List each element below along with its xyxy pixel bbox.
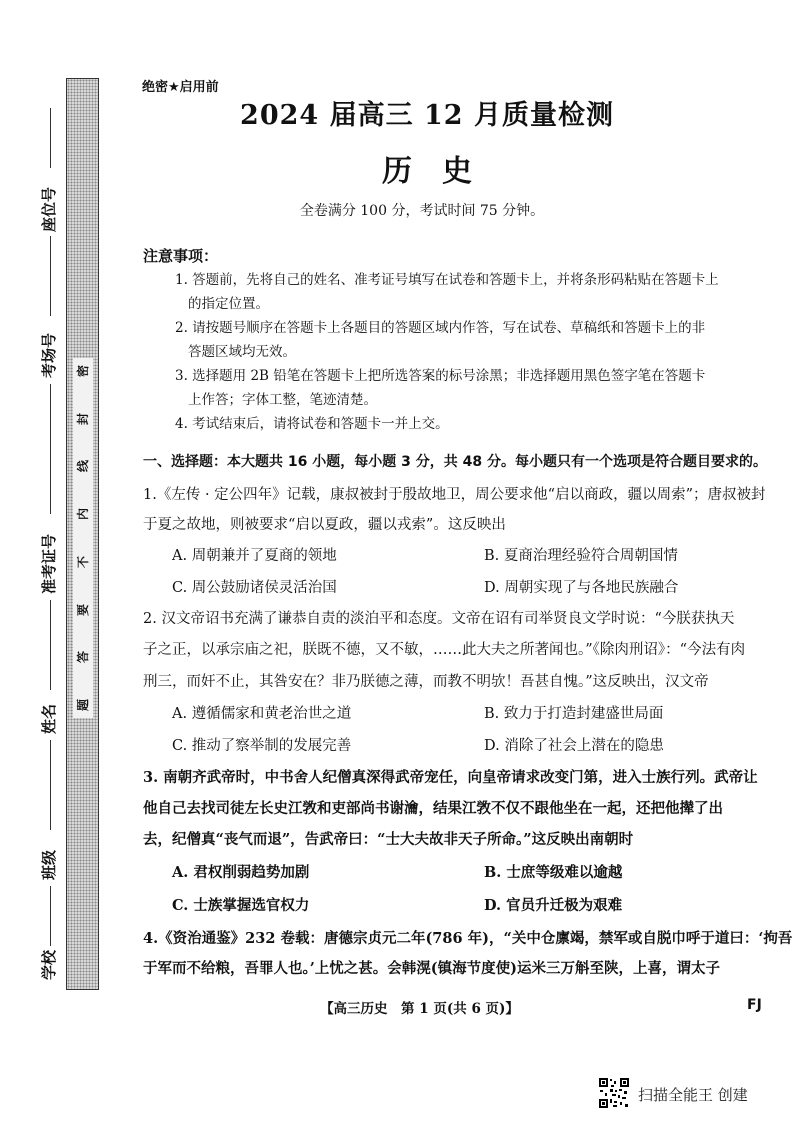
exam-title: 2024 届高三 12 月质量检测 — [240, 100, 614, 131]
question-3-line: 他自己去找司徒左长史江敩和吏部尚书谢瀹，结果江敩不仅不跟他坐在一起，还把他撵了出 — [143, 800, 723, 817]
question-3-option-c: C. 士族掌握选官权力 — [172, 897, 310, 914]
exam-id-line — [50, 384, 51, 514]
seal-char: 密 — [75, 364, 90, 378]
question-2-line: 子之正，以承宗庙之祀，朕既不德，又不敏，……此大夫之所著闻也。”《除肉刑诏》：“今法有肉 — [143, 642, 746, 658]
question-4-line: 于军而不给粮，吾罪人也。’上忧之甚。会韩滉(镇海节度使)运米三万斛至陕，上喜，谓太子 — [143, 960, 721, 977]
question-2-option-b: B. 致力于打造封建盛世局面 — [484, 706, 664, 722]
question-1-line: 于夏之故地，则被要求“启以夏政，疆以戎索”。这反映出 — [143, 517, 506, 533]
question-1-option-d: D. 周朝实现了与各地民族融合 — [484, 580, 679, 596]
question-2-option-c: C. 推动了察举制的发展完善 — [172, 738, 352, 754]
question-3-option-b: B. 士庶等级难以逾越 — [484, 864, 623, 881]
seat-number-label: 座位号 — [40, 186, 58, 232]
question-2-option-d: D. 消除了社会上潜在的隐患 — [484, 738, 664, 754]
question-2-line: 刑三，而奸不止，其咎安在？非乃朕德之薄，而教不明欤！吾甚自愧。”这反映出，汉文帝 — [143, 674, 709, 690]
question-1-option-c: C. 周公鼓励诸侯灵活治国 — [172, 580, 337, 596]
question-4-line: 4.《资治通鉴》232 卷载：唐德宗贞元二年(786 年)，“关中仓廪竭，禁军或自脱巾呼于道曰：‘拘吾 — [143, 930, 793, 947]
seal-char: 不 — [75, 555, 90, 568]
question-1-option-a: A. 周朝兼并了夏商的领地 — [172, 548, 337, 564]
question-2-line: 2. 汉文帝诏书充满了谦恭自责的淡泊平和态度。文帝在诏有司举贤良文学时说：“今朕获执天 — [143, 611, 735, 627]
subject-title: 历史 — [382, 154, 502, 189]
page-footer: 【高三历史 第 1 页(共 6 页)】 — [320, 1001, 519, 1017]
room-number-line — [50, 236, 51, 316]
question-2-option-a: A. 遵循儒家和黄老治世之道 — [172, 706, 352, 722]
question-1-option-b: B. 夏商治理经验符合周朝国情 — [484, 548, 678, 564]
qr-code-icon — [598, 1077, 630, 1109]
class-line — [50, 740, 51, 830]
seal-line-notice — [73, 358, 93, 718]
question-3-line: 去，纪僧真“丧气而退”，告武帝曰：“士大夫故非天子所命。”这反映出南朝时 — [143, 831, 634, 848]
name-line — [50, 600, 51, 690]
class-label: 班级 — [40, 849, 58, 880]
seal-char: 要 — [75, 603, 90, 616]
question-1-line: 1.《左传 · 定公四年》记载，康叔被封于殷故地卫，周公要求他“启以商政，疆以周索”；唐叔被封 — [143, 487, 766, 503]
seal-char: 题 — [75, 698, 90, 711]
footer-code: FJ — [747, 997, 762, 1013]
notice-item-cont: 答题区域均无效。 — [188, 344, 296, 360]
notice-item: 2. 请按题号顺序在答题卡上各题目的答题区域内作答，写在试卷、草稿纸和答题卡上的非 — [175, 320, 706, 336]
name-label: 姓名 — [40, 703, 58, 734]
seal-char: 答 — [75, 651, 90, 664]
notice-item-cont: 上作答；字体工整，笔迹清楚。 — [188, 392, 377, 408]
notice-item: 1. 答题前，先将自己的姓名、准考证号填写在试卷和答题卡上，并将条形码粘贴在答题卡上 — [175, 272, 719, 288]
notice-title: 注意事项： — [143, 247, 219, 265]
notice-item: 4. 考试结束后，请将试卷和答题卡一并上交。 — [175, 416, 449, 432]
seal-char: 封 — [75, 412, 90, 425]
seal-char: 线 — [75, 460, 90, 473]
exam-id-label: 准考证号 — [40, 533, 58, 594]
notice-item: 3. 选择题用 2B 铅笔在答题卡上把所选答案的标号涂黑；非选择题用黑色签字笔在答题卡 — [175, 368, 706, 384]
school-line — [50, 886, 51, 946]
question-3-option-d: D. 官员升迁极为艰难 — [484, 897, 623, 914]
room-number-label: 考场号 — [40, 332, 58, 378]
seal-char: 内 — [75, 508, 90, 521]
question-3-option-a: A. 君权削弱趋势加剧 — [172, 864, 310, 881]
notice-item-cont: 的指定位置。 — [188, 296, 269, 312]
score-time-line: 全卷满分 100 分，考试时间 75 分钟。 — [299, 203, 545, 219]
secret-mark: 绝密★启用前 — [142, 80, 219, 95]
scanner-watermark-text: 扫描全能王 创建 — [638, 1086, 748, 1104]
school-label: 学校 — [40, 949, 58, 980]
section-heading: 一、选择题：本大题共 16 小题，每小题 3 分，共 48 分。每小题只有一个选项是符合题目要求的。 — [143, 454, 767, 470]
question-3-line: 3. 南朝齐武帝时，中书舍人纪僧真深得武帝宠任，向皇帝请求改变门第，进入士族行列。武帝让 — [143, 769, 758, 786]
